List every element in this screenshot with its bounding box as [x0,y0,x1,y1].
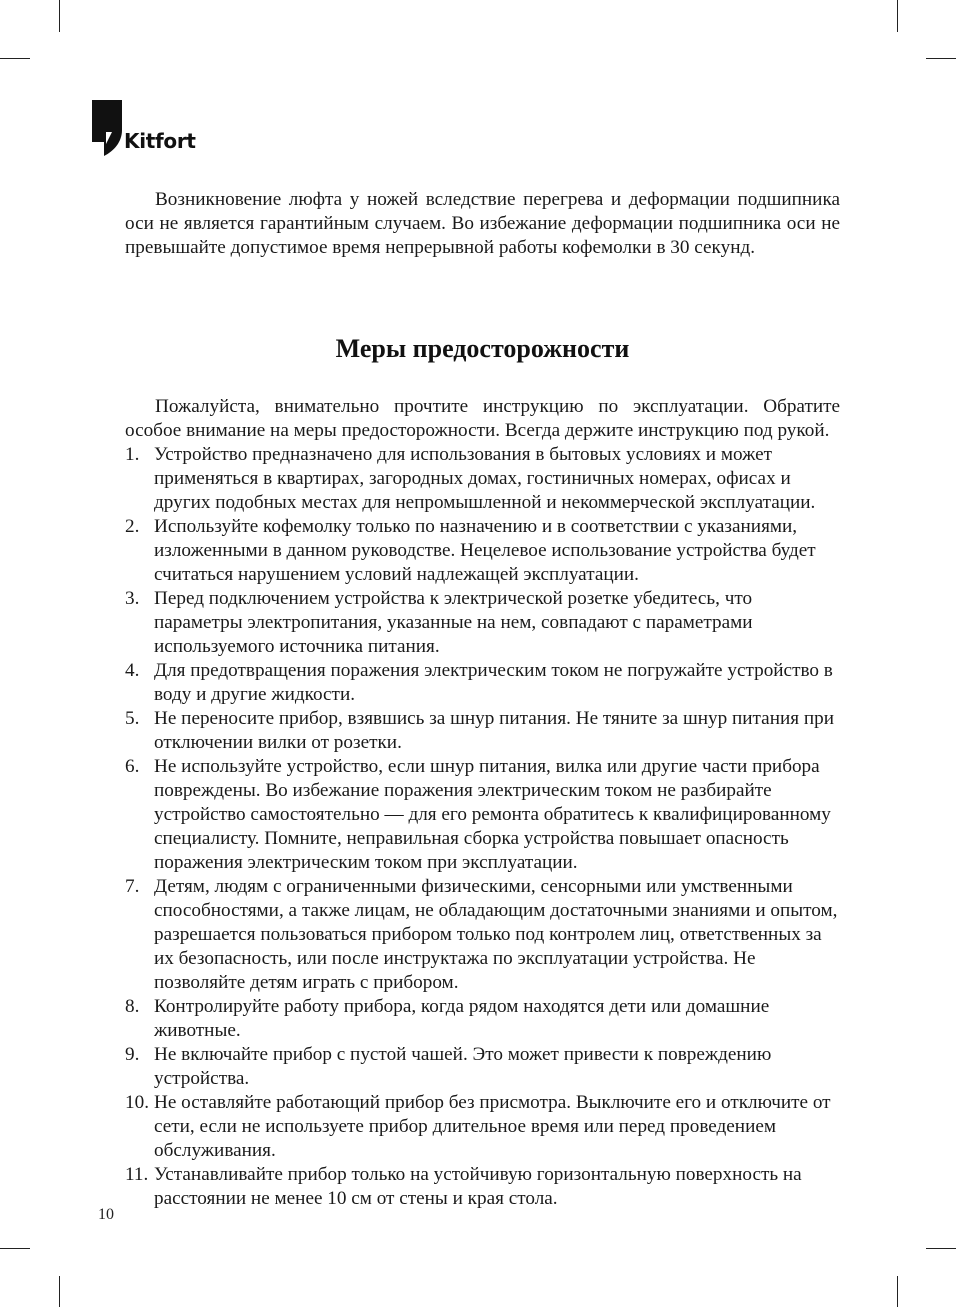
item-text: Устанавливайте прибор только на устойчивую горизонтальную поверхность на расстоянии не менее 10 см от стены и края стола. [154,1164,802,1209]
list-item [125,587,840,659]
crop-mark [0,1248,30,1249]
list-item [125,995,840,1043]
list-item [125,659,840,707]
list-item [125,443,840,515]
kitfort-logo-mark-icon [92,100,122,156]
page-number: 10 [98,1206,114,1223]
list-item [125,1091,840,1163]
item-number: 3. [125,588,140,609]
item-text: Не переносите прибор, взявшись за шнур питания. Не тяните за шнур питания при отключении вилки от розетки. [154,708,834,753]
crop-mark [897,1276,898,1307]
intro-paragraph: Возникновение люфта у ножей вследствие перегрева и деформации подшипника оси не является гарантийным случаем. Во избежание деформации подшипника оси не превышайте допустимое время непрерывной работы кофемолки в 30 секунд. [125,189,840,258]
list-item [125,875,840,995]
brand-name: Kitfort [124,129,196,153]
item-number: 8. [125,996,140,1017]
document-body [125,188,840,1211]
item-text: Перед подключением устройства к электрической розетке убедитесь, что параметры электропитания, указанные на нем, совпадают с параметрами используемого источника питания. [154,588,753,657]
item-text: Детям, людям с ограниченными физическими, сенсорными или умственными способностями, а также лицам, не обладающим достаточными знаниями и опытом, разрешается пользоваться прибором только под контролем лиц, ответственных за их безопасность, или после инструктажа по эксплуатации устройства. Не позволяйте детям играть с прибором. [154,876,838,993]
item-text: Используйте кофемолку только по назначению и в соответствии с указаниями, изложенными в данном руководстве. Нецелевое использование устройства будет считаться нарушением условий надлежащей эксплуатации. [154,516,816,585]
item-number: 6. [125,756,140,777]
item-number: 1. [125,444,140,465]
precautions-list [125,443,840,1211]
lead-paragraph: Пожалуйста, внимательно прочтите инструкцию по эксплуатации. Обратите особое внимание на меры предосторожности. Всегда держите инструкцию под рукой. [125,396,840,441]
list-item [125,1163,840,1211]
list-item [125,515,840,587]
crop-mark [926,58,956,59]
crop-mark [59,1276,60,1307]
item-number: 7. [125,876,140,897]
crop-mark [897,0,898,32]
list-item [125,755,840,875]
list-item [125,707,840,755]
item-number: 9. [125,1044,140,1065]
item-number: 10. [125,1092,149,1113]
item-text: Не оставляйте работающий прибор без присмотра. Выключите его и отключите от сети, если не используете прибор длительное время или перед проведением обслуживания. [154,1092,831,1161]
crop-mark [0,58,30,59]
item-text: Устройство предназначено для использования в бытовых условиях и может применяться в квартирах, загородных домах, гостиничных номерах, офисах и других подобных местах для непромышленной и некоммерческой эксплуатации. [154,444,816,513]
item-number: 5. [125,708,140,729]
item-text: Для предотвращения поражения электрическим током не погружайте устройство в воду и другие жидкости. [154,660,833,705]
crop-mark [926,1248,956,1249]
kitfort-logo [92,100,222,156]
item-number: 2. [125,516,140,537]
item-text: Не используйте устройство, если шнур питания, вилка или другие части прибора повреждены. Во избежание поражения электрическим током не разбирайте устройство самостоятельно — для его ремонта обратитесь к квалифицированному специалисту. Помните, неправильная сборка устройства повышает опасность поражения электрическим током при эксплуатации. [154,756,831,873]
list-item [125,1043,840,1091]
item-text: Контролируйте работу прибора, когда рядом находятся дети или домашние животные. [154,996,770,1041]
item-text: Не включайте прибор с пустой чашей. Это может привести к повреждению устройства. [154,1044,772,1089]
crop-mark [59,0,60,32]
item-number: 11. [125,1164,149,1185]
item-number: 4. [125,660,140,681]
section-title: Меры предосторожности [335,334,630,363]
